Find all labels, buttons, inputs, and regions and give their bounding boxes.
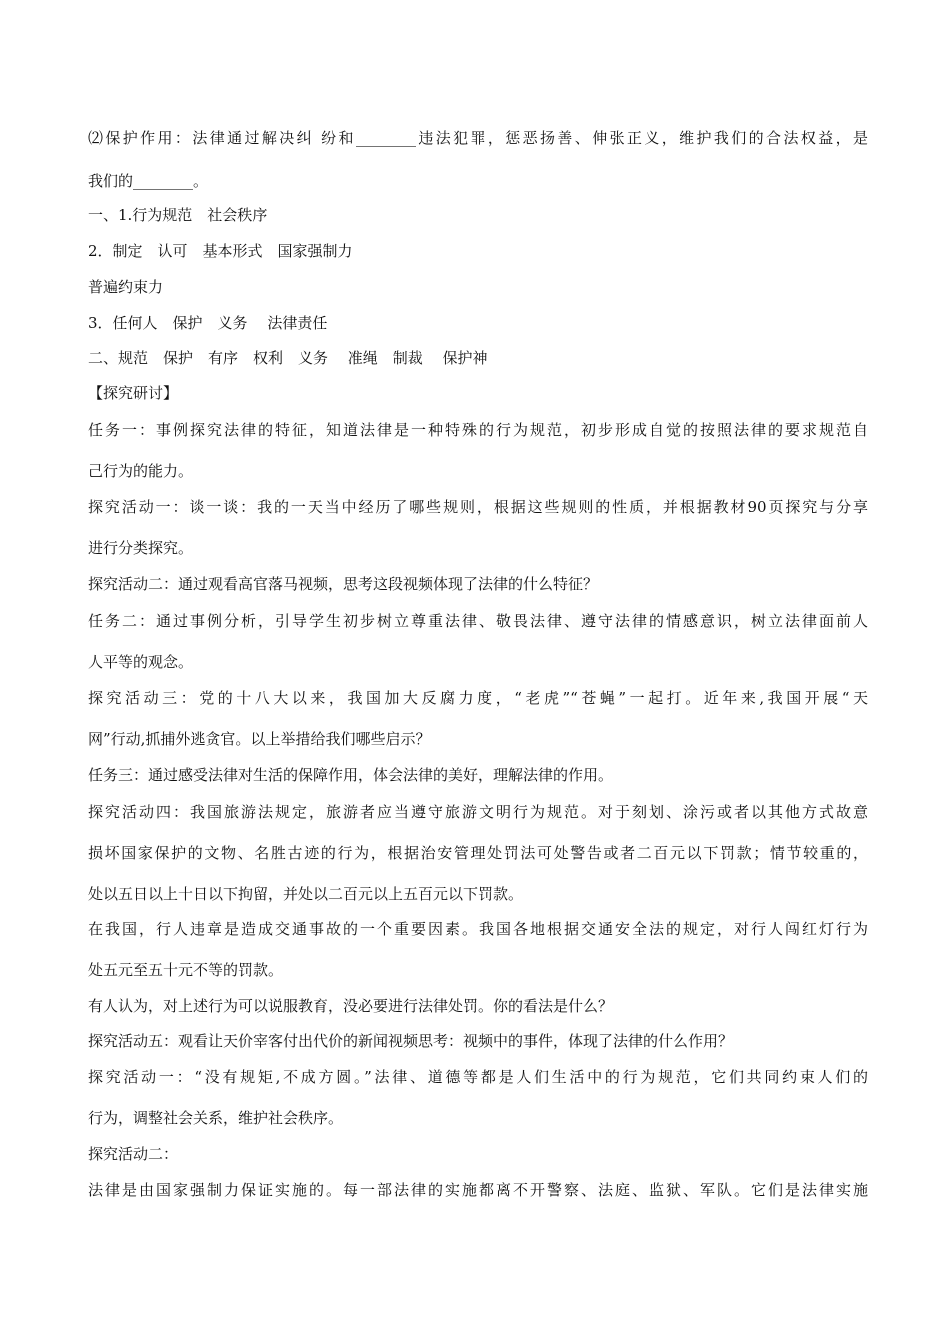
text-line: 探究活动二：通过观看高官落马视频，思考这段视频体现了法律的什么特征？ bbox=[88, 575, 599, 593]
text-line: 网”行动,抓捕外逃贪官。以上举措给我们哪些启示？ bbox=[88, 730, 431, 748]
text-line: 探究活动二： bbox=[88, 1145, 179, 1163]
text-line: 探究活动一：谈一谈：我的一天当中经历了哪些规则，根据这些规则的性质，并根据教材90页探究与分享 bbox=[88, 498, 868, 516]
text-line: 2．制定 认可 基本形式 国家强制力 bbox=[88, 242, 353, 260]
text-line: 处以五日以上十日以下拘留，并处以二百元以上五百元以下罚款。 bbox=[88, 885, 524, 903]
text-line: 有人认为，对上述行为可以说服教育，没必要进行法律处罚。你的看法是什么？ bbox=[88, 997, 614, 1015]
text-line: 任务三：通过感受法律对生活的保障作用，体会法律的美好，理解法律的作用。 bbox=[88, 766, 614, 784]
text-line: 探究活动一：“没有规矩,不成方圆。”法律、道德等都是人们生活中的行为规范，它们共同约束人们的 bbox=[88, 1068, 868, 1086]
text-line: 任务一：事例探究法律的特征，知道法律是一种特殊的行为规范，初步形成自觉的按照法律的要求规范自 bbox=[88, 421, 868, 439]
text-line: 人平等的观念。 bbox=[88, 653, 194, 671]
text-line: 处五元至五十元不等的罚款。 bbox=[88, 961, 284, 979]
text-line: 一、1.行为规范 社会秩序 bbox=[88, 206, 268, 224]
text-line: 我们的________。 bbox=[88, 172, 209, 190]
text-line: ⑵保护作用：法律通过解决纠 纷和________违法犯罪，惩恶扬善、伸张正义，维护我们的合法权益，是 bbox=[88, 129, 868, 147]
text-line: 探究活动三：党的十八大以来，我国加大反腐力度，“老虎”“苍蝇”一起打。近年来,我国开展“天 bbox=[88, 689, 868, 707]
text-line: 法律是由国家强制力保证实施的。每一部法律的实施都离不开警察、法庭、监狱、军队。它们是法律实施 bbox=[88, 1181, 868, 1199]
text-line: 探究活动四：我国旅游法规定，旅游者应当遵守旅游文明行为规范。对于刻划、涂污或者以其他方式故意 bbox=[88, 803, 868, 821]
text-line: 3．任何人 保护 义务 法律责任 bbox=[88, 314, 328, 332]
text-line: 在我国，行人违章是造成交通事故的一个重要因素。我国各地根据交通安全法的规定，对行人闯红灯行为 bbox=[88, 920, 868, 938]
text-line: 行为，调整社会关系，维护社会秩序。 bbox=[88, 1109, 344, 1127]
text-line: 普遍约束力 bbox=[88, 278, 164, 296]
text-line: 二、规范 保护 有序 权利 义务 准绳 制裁 保护神 bbox=[88, 349, 488, 367]
text-line: 【探究研讨】 bbox=[88, 384, 179, 402]
text-line: 损坏国家保护的文物、名胜古迹的行为，根据治安管理处罚法可处警告或者二百元以下罚款；情节较重的， bbox=[88, 844, 868, 862]
text-line: 进行分类探究。 bbox=[88, 539, 194, 557]
text-line: 探究活动五：观看让天价宰客付出代价的新闻视频思考：视频中的事件，体现了法律的什么作用？ bbox=[88, 1032, 734, 1050]
text-line: 己行为的能力。 bbox=[88, 462, 194, 480]
text-line: 任务二：通过事例分析，引导学生初步树立尊重法律、敬畏法律、遵守法律的情感意识，树立法律面前人 bbox=[88, 612, 868, 630]
